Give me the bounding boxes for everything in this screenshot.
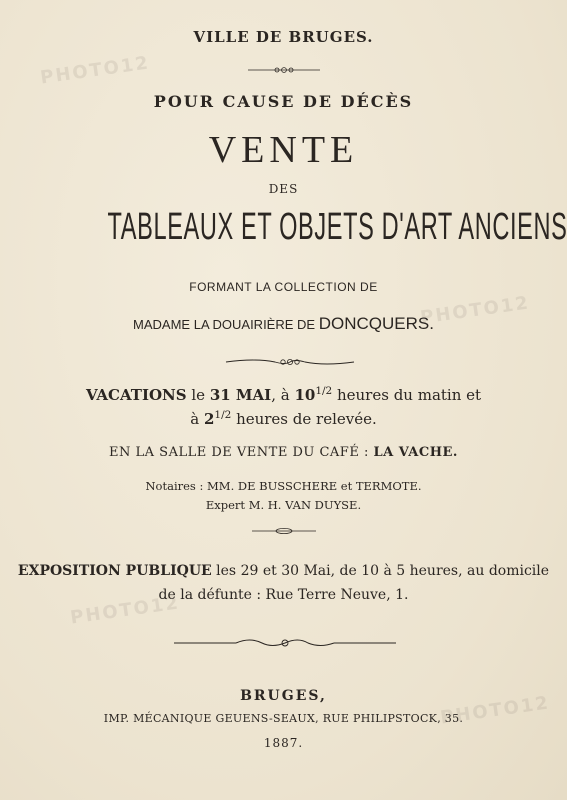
salle-prefix: EN LA SALLE DE VENTE DU CAFÉ :: [109, 445, 374, 460]
fraction-half: 1/2: [315, 385, 333, 397]
exposition-line-2: de la défunte : Rue Terre Neuve, 1.: [158, 587, 409, 603]
exposition-line-1: [0, 563, 567, 579]
vacations-line-2: [0, 410, 567, 428]
fraction-half: 1/2: [214, 409, 232, 421]
vacations-date: 31 MAI: [209, 386, 272, 404]
city-header: VILLE DE BRUGES.: [193, 28, 374, 46]
exposition-label: EXPOSITION PUBLIQUE: [17, 563, 212, 579]
madame-name: DONCQUERS.: [318, 314, 434, 333]
footer-city: BRUGES,: [240, 688, 327, 704]
vacations-hour: 2: [203, 410, 215, 428]
title-vente: VENTE: [208, 129, 359, 171]
vacations-text: heures de relevée.: [231, 410, 377, 428]
watermark: PHOTO12: [39, 52, 152, 89]
watermark: PHOTO12: [439, 692, 552, 729]
vacations-text: le: [186, 386, 210, 404]
vacations-text: heures du matin et: [332, 386, 482, 404]
expert-line: Expert M. H. VAN DUYSE.: [205, 498, 362, 512]
notaires-line: Notaires : MM. DE BUSSCHERE et TERMOTE.: [145, 479, 422, 493]
ornament-divider-1: [0, 64, 567, 76]
watermark: PHOTO12: [419, 292, 532, 329]
salle-name: LA VACHE.: [373, 445, 458, 460]
vacations-text: à: [190, 410, 204, 428]
vacations-label: VACATIONS: [85, 386, 187, 404]
watermark: PHOTO12: [69, 592, 182, 629]
title-objets: TABLEAUX ET OBJETS D'ART ANCIENS: [107, 206, 567, 248]
vacations-line-1: [0, 386, 567, 404]
sale-location: [0, 445, 567, 460]
title-des: DES: [268, 182, 299, 196]
title-formant: FORMANT LA COLLECTION DE: [189, 280, 378, 294]
exposition-text: les 29 et 30 Mai, de 10 à 5 heures, au domicile: [211, 563, 550, 579]
vacations-hour: 10: [294, 386, 316, 404]
ornament-divider-4: [0, 636, 567, 650]
footer-year: 1887.: [263, 736, 304, 750]
footer-printer: IMP. MÉCANIQUE GEUENS-SEAUX, RUE PHILIPSTOCK, 35.: [103, 712, 464, 725]
subtitle-pour-cause: POUR CAUSE DE DÉCÈS: [153, 92, 414, 111]
ornament-divider-2: [0, 356, 567, 368]
madame-prefix: MADAME LA DOUAIRIÈRE DE: [133, 317, 316, 332]
vacations-text: , à: [271, 386, 295, 404]
title-madame: [0, 314, 567, 334]
ornament-divider-3: [0, 526, 567, 536]
